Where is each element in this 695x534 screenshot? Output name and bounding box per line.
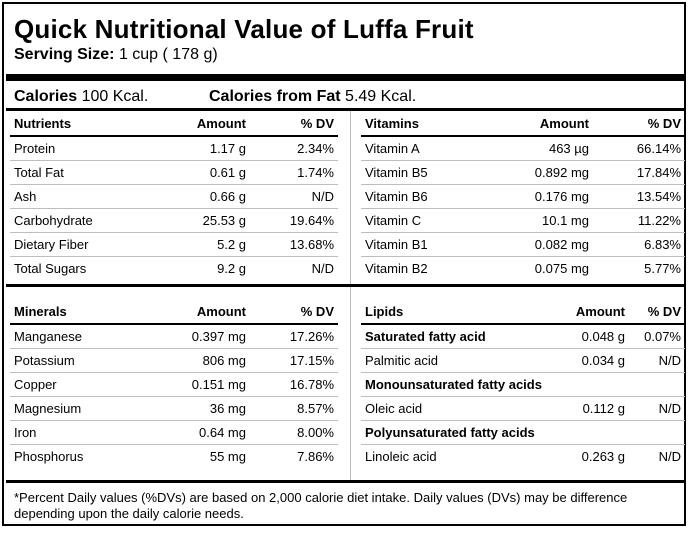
table-row <box>361 348 685 372</box>
lipid-amount: 0.112 g <box>545 396 629 420</box>
nutrient-dv: 1.74% <box>250 160 338 184</box>
lipid-name: Palmitic acid <box>361 348 545 372</box>
nutrient-amount: 9.2 g <box>217 260 246 276</box>
lipid-amount: 0.048 g <box>545 324 629 348</box>
table-row <box>10 256 338 280</box>
table-row <box>10 348 338 372</box>
vitamin-dv: 13.54% <box>593 184 685 208</box>
divider-medium <box>6 284 686 287</box>
vitamins-header-dv: % DV <box>593 112 685 136</box>
vitamins-header-amount: Amount <box>481 112 593 136</box>
lipid-amount: 0.263 g <box>581 448 625 464</box>
column-divider <box>350 287 351 480</box>
table-row <box>361 324 685 348</box>
mineral-amount: 55 mg <box>209 448 246 464</box>
lipid-name: Polyunsaturated fatty acids <box>361 420 685 444</box>
minerals-header-amount: Amount <box>160 300 250 324</box>
mineral-amount: 806 mg <box>160 348 250 372</box>
nutrients-header-amount: Amount <box>160 112 250 136</box>
mineral-name: Phosphorus <box>14 448 84 464</box>
vitamins-header-name: Vitamins <box>361 112 481 136</box>
table-row <box>10 208 338 232</box>
calories-fat-value: 5.49 Kcal. <box>345 88 417 105</box>
mineral-name: Manganese <box>10 324 160 348</box>
nutrient-dv: N/D <box>311 260 334 276</box>
nutrient-amount: 5.2 g <box>160 232 250 256</box>
table-row <box>10 136 338 160</box>
calories-value: 100 Kcal. <box>81 88 149 105</box>
nutrients-table <box>10 112 338 280</box>
serving-value: 1 cup ( 178 g) <box>118 46 218 63</box>
minerals-table <box>10 300 338 468</box>
mineral-name: Potassium <box>10 348 160 372</box>
minerals-header-name: Minerals <box>10 300 160 324</box>
mineral-dv: 8.00% <box>250 420 338 444</box>
lipid-name: Oleic acid <box>361 396 545 420</box>
nutrient-amount: 0.61 g <box>160 160 250 184</box>
minerals-header-dv: % DV <box>250 300 338 324</box>
lipids-header-dv: % DV <box>629 300 685 324</box>
column-divider <box>350 111 351 284</box>
table-row <box>10 232 338 256</box>
table-row <box>361 396 685 420</box>
nutrient-dv: N/D <box>250 184 338 208</box>
calories-from-fat <box>209 88 416 106</box>
mineral-amount: 36 mg <box>160 396 250 420</box>
footnote: *Percent Daily values (%DVs) are based on 2,000 calorie diet intake. Daily values (DVs) may be difference depending upon the daily calorie needs. <box>14 490 628 521</box>
table-row <box>361 444 685 468</box>
vitamin-dv: 66.14% <box>593 136 685 160</box>
mineral-amount: 0.397 mg <box>160 324 250 348</box>
serving-label: Serving Size: <box>14 46 115 63</box>
mineral-amount: 0.64 mg <box>160 420 250 444</box>
lipids-table <box>361 300 685 468</box>
nutrient-amount: 25.53 g <box>160 208 250 232</box>
nutrient-amount: 1.17 g <box>160 136 250 160</box>
nutrient-dv: 13.68% <box>250 232 338 256</box>
vitamin-amount: 10.1 mg <box>481 208 593 232</box>
nutrient-name: Ash <box>10 184 160 208</box>
vitamin-name: Vitamin B5 <box>361 160 481 184</box>
nutrient-dv: 2.34% <box>250 136 338 160</box>
vitamin-name: Vitamin B6 <box>361 184 481 208</box>
mineral-dv: 8.57% <box>250 396 338 420</box>
calories <box>14 88 148 106</box>
calories-label: Calories <box>14 88 78 105</box>
lipid-name: Monounsaturated fatty acids <box>361 372 685 396</box>
table-row <box>10 324 338 348</box>
vitamin-dv: 5.77% <box>644 260 681 276</box>
nutrient-name: Total Fat <box>10 160 160 184</box>
table-row <box>361 160 685 184</box>
vitamins-table <box>361 112 685 280</box>
vitamin-dv: 6.83% <box>593 232 685 256</box>
nutrient-dv: 19.64% <box>250 208 338 232</box>
mineral-name: Magnesium <box>10 396 160 420</box>
lipids-header-name: Lipids <box>361 300 545 324</box>
table-row <box>361 136 685 160</box>
page-title: Quick Nutritional Value of Luffa Fruit <box>14 14 474 44</box>
vitamin-amount: 0.176 mg <box>481 184 593 208</box>
vitamin-amount: 0.075 mg <box>534 260 589 276</box>
calories-fat-label: Calories from Fat <box>209 88 341 105</box>
nutrient-name: Protein <box>10 136 160 160</box>
mineral-dv: 17.26% <box>250 324 338 348</box>
vitamin-name: Vitamin C <box>361 208 481 232</box>
vitamin-name: Vitamin A <box>361 136 481 160</box>
vitamin-dv: 11.22% <box>593 208 685 232</box>
lipid-dv: 0.07% <box>629 324 685 348</box>
mineral-dv: 7.86% <box>297 448 334 464</box>
lipid-name: Saturated fatty acid <box>361 324 545 348</box>
vitamin-amount: 463 µg <box>481 136 593 160</box>
lipid-amount: 0.034 g <box>545 348 629 372</box>
table-row <box>361 208 685 232</box>
lipid-dv: N/D <box>629 348 685 372</box>
table-row <box>10 396 338 420</box>
mineral-name: Copper <box>10 372 160 396</box>
table-row <box>10 160 338 184</box>
vitamin-amount: 0.892 mg <box>481 160 593 184</box>
nutrient-name: Dietary Fiber <box>10 232 160 256</box>
lipids-header-amount: Amount <box>545 300 629 324</box>
divider-thick <box>6 74 686 81</box>
mineral-name: Iron <box>10 420 160 444</box>
nutrient-name: Carbohydrate <box>10 208 160 232</box>
table-row <box>10 444 338 468</box>
lipid-dv: N/D <box>629 396 685 420</box>
mineral-dv: 16.78% <box>250 372 338 396</box>
serving-size <box>14 46 218 64</box>
table-row <box>361 420 685 444</box>
vitamin-amount: 0.082 mg <box>481 232 593 256</box>
nutrition-panel <box>2 2 686 526</box>
nutrients-header-name: Nutrients <box>10 112 160 136</box>
mineral-amount: 0.151 mg <box>160 372 250 396</box>
table-row <box>10 372 338 396</box>
vitamin-name: Vitamin B2 <box>365 260 428 276</box>
nutrient-amount: 0.66 g <box>160 184 250 208</box>
divider-medium <box>6 480 686 483</box>
vitamin-dv: 17.84% <box>593 160 685 184</box>
mineral-dv: 17.15% <box>250 348 338 372</box>
table-row <box>10 420 338 444</box>
vitamin-name: Vitamin B1 <box>361 232 481 256</box>
divider-medium <box>6 108 686 111</box>
table-row <box>361 184 685 208</box>
table-row <box>10 184 338 208</box>
lipid-dv: N/D <box>658 448 681 464</box>
table-row <box>361 372 685 396</box>
lipid-name: Linoleic acid <box>365 448 437 464</box>
table-row <box>361 232 685 256</box>
nutrients-header-dv: % DV <box>250 112 338 136</box>
nutrient-name: Total Sugars <box>14 260 87 276</box>
table-row <box>361 256 685 280</box>
